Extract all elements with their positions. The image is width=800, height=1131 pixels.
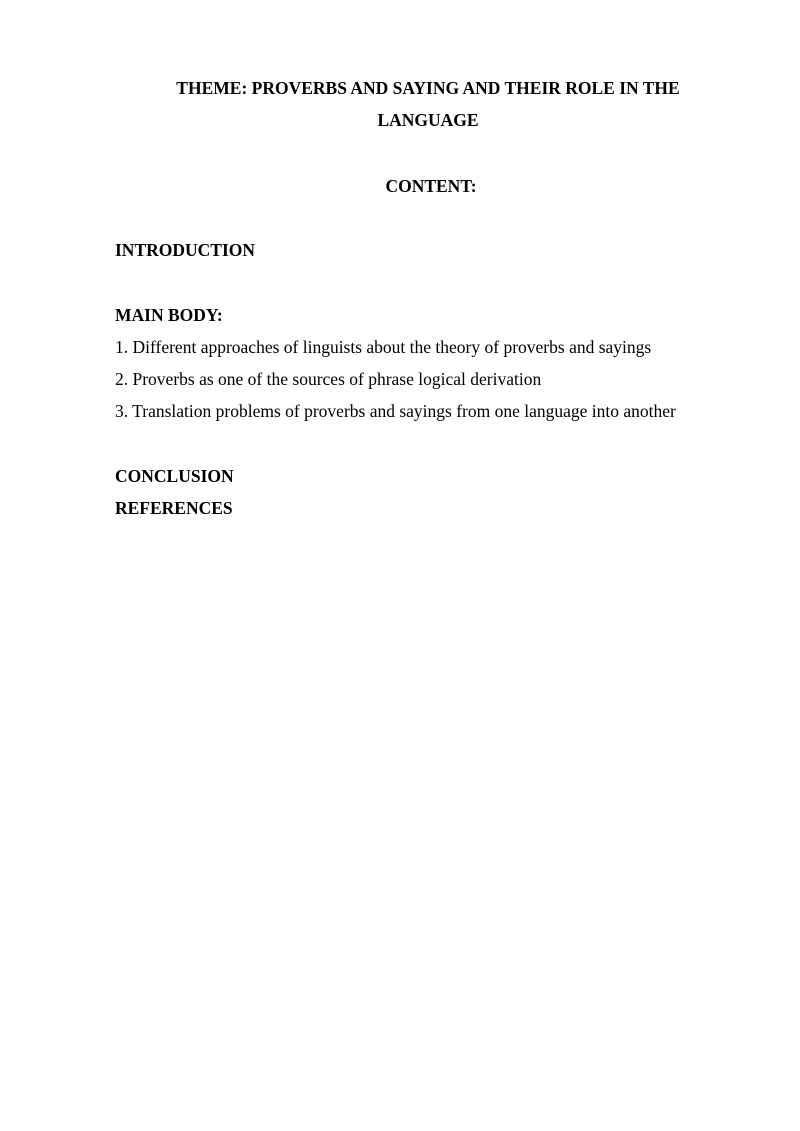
section-conclusion: CONCLUSION bbox=[115, 466, 234, 486]
section-introduction: INTRODUCTION bbox=[115, 240, 256, 260]
document-title-line-2: LANGUAGE bbox=[377, 110, 479, 130]
main-body-item-2: 2. Proverbs as one of the sources of phrase logical derivation bbox=[115, 369, 542, 389]
section-main-body-heading: MAIN BODY: bbox=[115, 305, 223, 325]
document-title-line-1: THEME: PROVERBS AND SAYING AND THEIR ROLE IN THE bbox=[176, 78, 680, 98]
content-heading: CONTENT: bbox=[385, 176, 477, 196]
main-body-item-1: 1. Different approaches of linguists about the theory of proverbs and sayings bbox=[115, 337, 652, 357]
main-body-item-3: 3. Translation problems of proverbs and sayings from one language into another bbox=[115, 401, 676, 421]
section-references: REFERENCES bbox=[115, 498, 233, 518]
